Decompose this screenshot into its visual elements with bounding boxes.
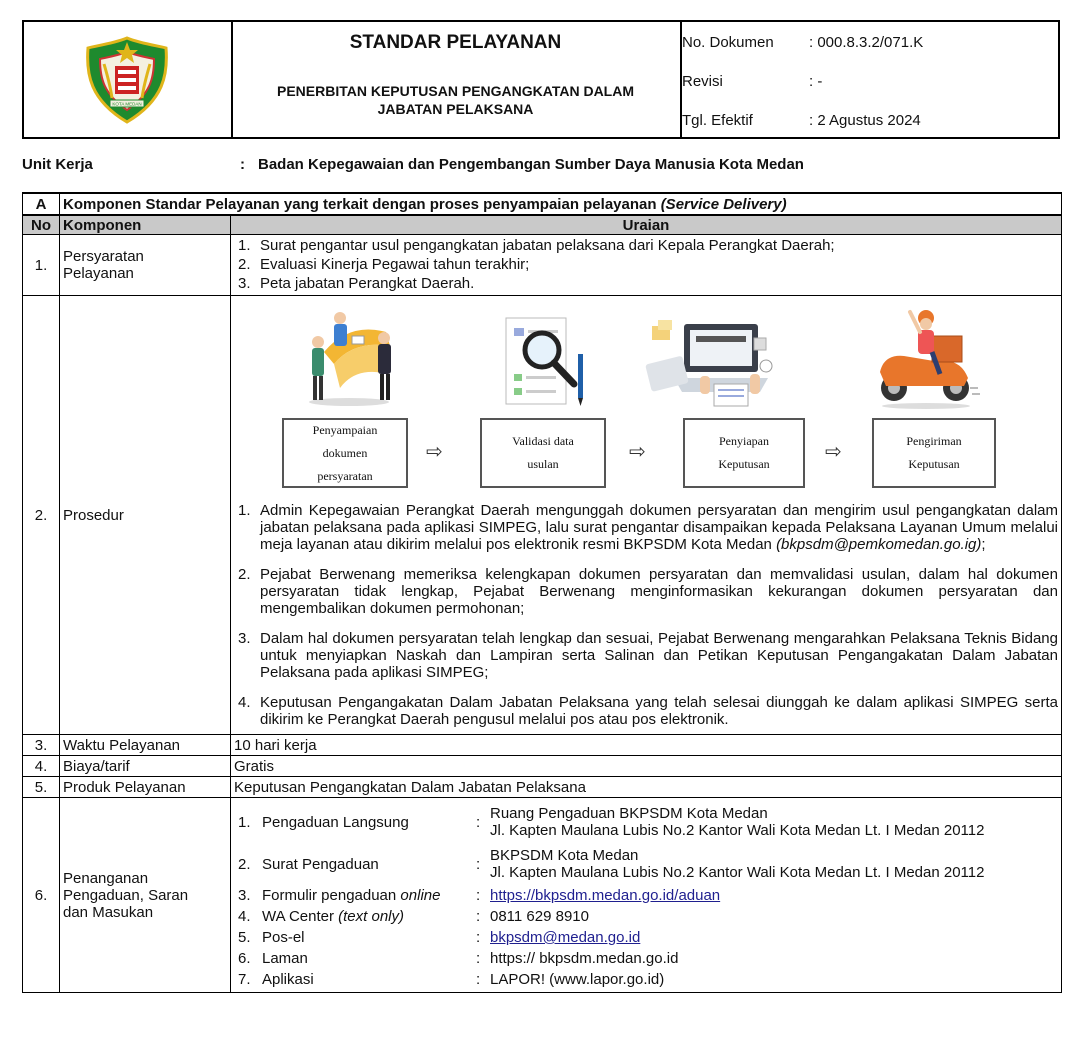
meta-key: Revisi [682,73,723,90]
komponen-line3: dan Masukan [63,903,154,921]
row-komponen [60,235,231,296]
flow-arrow-icon: ⇨ [629,441,646,463]
channel-row [234,969,1058,990]
channel-label-text: WA Center [262,908,339,925]
meta-value: : - [809,73,823,90]
item-text: Surat pengantar usul pengangkatan jabatan pelaksana dari Kepala Perangkat Daerah; [260,237,835,254]
item-text: Peta jabatan Perangkat Daerah. [260,275,475,292]
email-link[interactable]: bkpsdm@medan.go.id [490,929,641,946]
delivery-scooter-illustration [870,302,982,410]
channel-value [490,843,1058,885]
title-cell [231,22,682,137]
flow-arrow-icon: ⇨ [426,441,443,463]
persyaratan-list [234,237,1058,292]
unit-value: Badan Kepegawaian dan Pengembangan Sumber Daya Manusia Kota Medan [258,156,804,173]
channel-row [234,801,1058,843]
item-number: 2. [238,256,251,273]
komponen-line1: Penanganan [63,869,149,887]
flow-step-line: Pengiriman [906,434,962,448]
section-letter: A [23,193,60,215]
item-text: Admin Kepegawaian Perangkat Daerah mengunggah dokumen persyaratan dan mengirim usul pengangkatan dalam jabatan pelaksana pada aplikasi SIMPEG, lalu surat pengantar disampaikan kepada Pelaksana Layanan Umum melalui meja layanan atau dikirim melalui pos elektronik resmi BKPSDM Kota Medan [260,502,1058,553]
channel-value-line: Jl. Kapten Maulana Lubis No.2 Kantor Wali Kota Medan Lt. I Medan 20112 [490,822,985,839]
flow-step-4 [872,418,996,488]
list-item [234,694,1058,728]
logo-cell [24,22,233,137]
item-tail: ; [981,536,986,553]
unit-label: Unit Kerja [22,156,93,173]
channel-value: 0811 629 8910 [490,908,589,925]
flow-step-line: persyaratan [317,468,373,483]
row-uraian: Gratis [231,756,1062,777]
table-row-produk [23,777,1062,798]
channel-row [234,948,1058,969]
row-komponen [60,798,231,993]
channel-sep: : [476,813,481,831]
meta-cell [680,22,1058,137]
item-number: 1. [238,502,251,519]
channel-number: 6. [238,950,251,967]
channel-sep: : [476,908,481,925]
meta-key: Tgl. Efektif [682,112,753,129]
row-uraian [231,235,1062,296]
channel-label-italic: (text only) [338,908,404,925]
komponen-line1: Persyaratan [63,248,144,265]
laptop-work-illustration [644,318,776,408]
row-uraian [231,296,1062,735]
unit-colon: : [240,156,245,173]
row-komponen: Produk Pelayanan [60,777,231,798]
channel-sep: : [476,950,481,967]
channel-sep: : [476,929,481,946]
channel-label: Laman [262,950,308,967]
channel-value-line: Jl. Kapten Maulana Lubis No.2 Kantor Wali Kota Medan Lt. I Medan 20112 [490,864,985,881]
meta-value: : 000.8.3.2/071.K [809,34,924,51]
channel-number: 7. [238,971,251,988]
channel-number: 5. [238,929,251,946]
meta-key: No. Dokumen [682,34,774,51]
flow-step-line: dokumen [322,445,368,460]
channel-number: 1. [238,813,251,831]
row-komponen: Waktu Pelayanan [60,735,231,756]
channel-sep: : [476,855,481,873]
channel-label-italic: online [400,887,441,904]
channel-value: https:// bkpsdm.medan.go.id [490,950,679,967]
section-title-text: Komponen Standar Pelayanan yang terkait dengan proses penyampaian pelayanan [63,195,661,213]
complaint-channels [234,801,1058,990]
flow-arrow-icon: ⇨ [825,441,842,463]
document-title: STANDAR PELAYANAN [349,32,562,53]
item-number: 3. [238,275,251,292]
row-uraian: Keputusan Pengangkatan Dalam Jabatan Pelaksana [231,777,1062,798]
column-header-row [23,215,1062,235]
item-text: Keputusan Pengangakatan Dalam Jabatan Pelaksana yang telah selesai diunggah ke dalam aplikasi SIMPEG serta dikirim ke Perangkat Daerah pengusul melalui pos atau pos elektronik. [260,694,1058,728]
list-item [234,630,1058,681]
row-komponen: Biaya/tarif [60,756,231,777]
flow-step-2 [480,418,606,488]
col-header-uraian: Uraian [231,215,1062,235]
list-item [234,566,1058,617]
channel-row [234,927,1058,948]
channel-value [490,885,1058,906]
row-no: 1. [23,235,60,296]
row-komponen: Prosedur [60,296,231,735]
logo-text: KOTA MEDAN [112,101,142,107]
flow-step-line: Penyampaian [312,422,378,437]
channel-label [262,906,476,927]
komponen-line2: Pengaduan, Saran [63,886,189,904]
item-number: 2. [238,566,251,583]
table-row-prosedur [23,296,1062,735]
channel-number: 3. [238,887,251,904]
channel-row [234,843,1058,885]
channel-label: Aplikasi [262,971,314,988]
list-item [234,275,1058,292]
document-header [22,20,1060,139]
document-subtitle [241,82,670,118]
channel-label: Surat Pengaduan [262,855,379,873]
service-counter-illustration [294,304,404,408]
flow-step-3 [683,418,805,488]
channel-row [234,885,1058,906]
item-email-italic: (bkpsdm@pemkomedan.go.ig) [776,536,982,553]
row-no: 6. [23,798,60,993]
item-number: 4. [238,694,251,711]
channel-value [490,801,1058,843]
flow-step-line: Penyiapan [718,434,769,448]
channel-value [490,927,1058,948]
item-text: Evaluasi Kinerja Pegawai tahun terakhir; [260,256,530,273]
section-title [60,193,1062,215]
channel-number: 4. [238,908,251,925]
komponen-line2: Pelayanan [63,265,134,282]
flow-step-line: Validasi data [512,434,574,448]
row-no: 5. [23,777,60,798]
row-no: 3. [23,735,60,756]
table-row-waktu [23,735,1062,756]
subtitle-line1: PENERBITAN KEPUTUSAN PENGANGKATAN DALAM [277,83,634,99]
subtitle-line2: JABATAN PELAKSANA [377,101,534,117]
document-magnifier-illustration [496,314,596,410]
complaint-form-link[interactable]: https://bkpsdm.medan.go.id/aduan [490,887,721,904]
channel-sep: : [476,971,481,988]
row-no: 2. [23,296,60,735]
col-header-komponen: Komponen [60,215,231,235]
section-title-italic: (Service Delivery) [660,195,787,213]
list-item [234,502,1058,553]
item-text: Pejabat Berwenang memeriksa kelengkapan dokumen persyaratan dan memvalidasi usulan, dalam hal dokumen persyaratan tidak lengkap, Pejabat Berwenang menginformasikan kekurangan dokumen persyaratan dan mengembalikan dokumen permohonan; [260,566,1058,617]
channel-sep: : [476,887,481,904]
row-uraian [231,798,1062,993]
meta-value: : 2 Agustus 2024 [809,112,921,129]
item-text: Dalam hal dokumen persyaratan telah lengkap dan sesuai, Pejabat Berwenang mengarahkan Pelaksana Teknis Bidang untuk menyiapkan Naskah dan Lampiran serta Salinan dan Petikan Keputusan Pengangakatan Dalam Jabatan Pelaksana pada aplikasi SIMPEG; [260,630,1058,681]
row-uraian: 10 hari kerja [231,735,1062,756]
channel-value-line: BKPSDM Kota Medan [490,847,639,864]
channel-label [262,885,476,906]
channel-label-text: Formulir pengaduan [262,887,401,904]
table-row-persyaratan [23,235,1062,296]
flow-step-1 [282,418,408,488]
row-no: 4. [23,756,60,777]
table-row-penanganan [23,798,1062,993]
channel-value-line: Ruang Pengaduan BKPSDM Kota Medan [490,805,768,822]
item-number: 1. [238,237,251,254]
channel-value: LAPOR! (www.lapor.go.id) [490,971,665,988]
col-header-no: No [23,215,60,235]
prosedur-list [234,502,1058,728]
channel-row [234,906,1058,927]
flow-step-line: Keputusan [908,457,960,471]
procedure-flow [234,296,1058,502]
table-row-biaya [23,756,1062,777]
channel-label: Pos-el [262,929,305,946]
item-number: 3. [238,630,251,647]
list-item [234,256,1058,273]
section-row [23,193,1062,215]
list-item [234,237,1058,254]
channel-number: 2. [238,855,251,873]
channel-label: Pengaduan Langsung [262,813,409,831]
flow-step-line: usulan [527,457,559,471]
service-standard-table [22,192,1062,993]
city-logo [82,34,172,126]
flow-step-line: Keputusan [718,457,770,471]
